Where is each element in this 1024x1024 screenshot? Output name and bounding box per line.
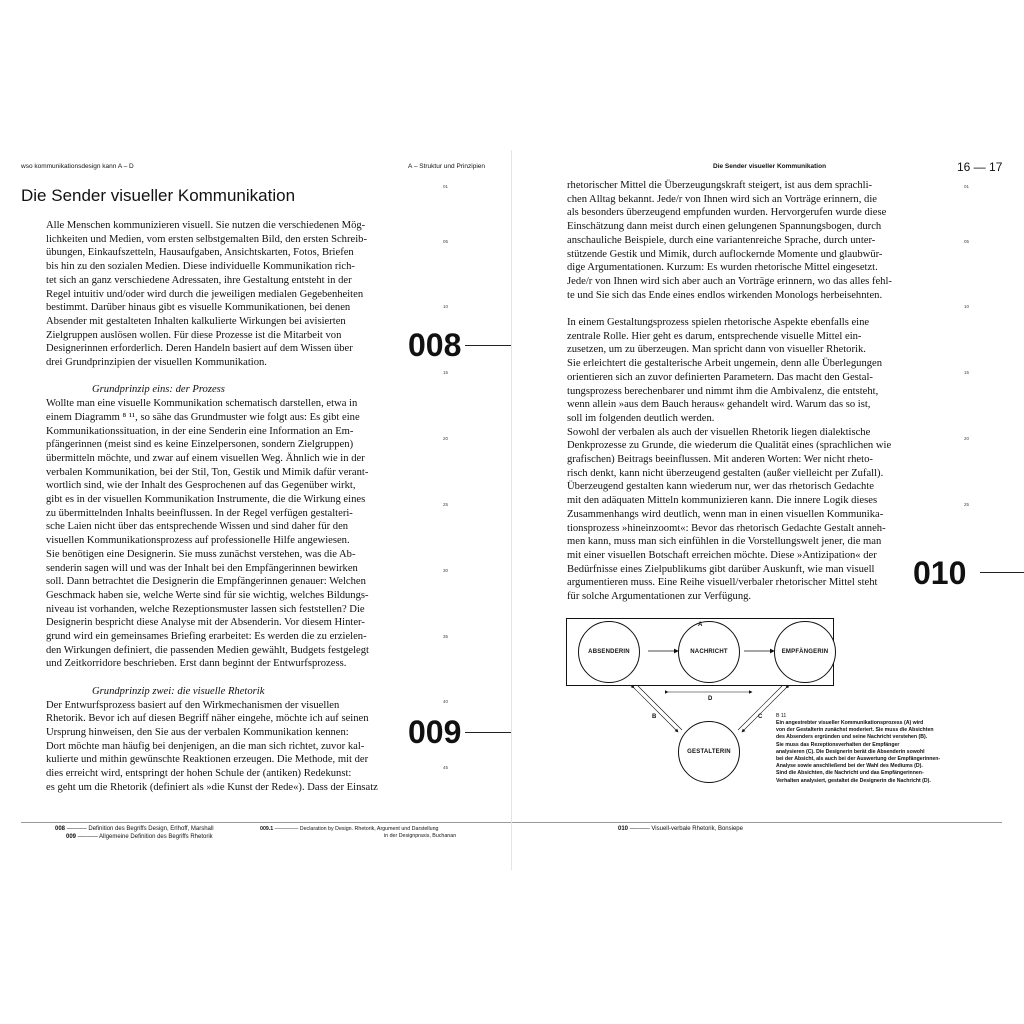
- line-number: 05: [443, 239, 449, 244]
- text-line: bis hin zu den sozialen Medien. Diese individuelle Kommunikation rich-: [46, 261, 355, 273]
- running-header-left: wso kommunikationsdesign kann A – D: [21, 163, 134, 170]
- text-line: senderin sagen will und was der Inhalt bei den Empfängerinnen bewirken: [46, 562, 358, 574]
- text-line: tionsprozess »hineinzoomt«: Bevor das rhetorisch Gedachte Gestalt anneh-: [567, 522, 886, 534]
- figure-reference: B 11: [776, 713, 787, 719]
- text-line: des Absenders ergründen und seine Nachricht verstehen (B).: [776, 734, 928, 741]
- text-line: wortlich sind, wie der Inhalt des Gesprochenen auf das Gegenüber wirkt,: [46, 480, 356, 492]
- figure-caption: [776, 720, 940, 785]
- text-line: drei Grundprinzipien der visuellen Kommunikation.: [46, 357, 267, 369]
- text-line: Wollte man eine visuelle Kommunikation schematisch darstellen, etwa in: [46, 398, 358, 410]
- text-line: Sie erleichtert die gestalterische Arbeit ungemein, denn alle Überlegungen: [567, 358, 883, 370]
- page-numbers: 16 — 17: [957, 160, 1003, 174]
- footnote-number: 009.1: [260, 826, 274, 832]
- text-line: soll im folgenden deutlich werden.: [567, 412, 715, 424]
- text-line: Zielgruppen auslösen wollen. Für diese Prozesse ist die Mitarbeit von: [46, 329, 342, 341]
- text-line: risch denkt, kann nicht überzeugend gestalten (außer vielleicht per Zufall).: [567, 467, 884, 479]
- reference-line-009: [465, 732, 512, 733]
- text-line: Rhetorik. Bevor ich auf diesen Begriff näher eingehe, möchte ich auf seinen: [46, 713, 369, 725]
- footnote-divider: [21, 822, 511, 823]
- text-line: zu übermittelnden Inhalts beeinflussen. In der Regel verfügen gestalteri-: [46, 507, 353, 519]
- text-line: den Wirkungen definiert, die passenden Medien gewählt, Budgets festgelegt: [46, 644, 369, 656]
- subheading-rhetoric: Grundprinzip zwei: die visuelle Rhetorik: [92, 685, 265, 697]
- text-line: men kann, muss man sich einfühlen in die Vorstellungswelt jener, die man: [567, 536, 882, 548]
- node-receiver: EMPFÄNGERIN: [774, 621, 836, 683]
- line-number: 30: [443, 568, 449, 573]
- text-line: tungsprozess berechenbarer und nimmt ihm die Ambivalenz, die entsteht,: [567, 385, 879, 397]
- text-line: Dort möchte man häufig bei denjenigen, an die man sich richtet, zuvor kal-: [46, 740, 365, 752]
- line-number: 25: [443, 502, 449, 507]
- text-line: es geht um die Rhetorik (definiert als »die Kunst der Rede«). Dass der Einsatz: [46, 781, 378, 793]
- paragraph-intro: [46, 219, 378, 370]
- line-number: 01: [964, 184, 970, 189]
- footnote-text: –––––– Definition des Begriffs Design, Erlhoff, Marshall: [66, 826, 214, 832]
- footnote-009-1-continued: in der Designpraxis, Buchanan: [384, 833, 457, 839]
- text-line: Bedürfnisse eines Zielpublikums gibt darüber Auskunft, wie man visuell: [567, 563, 875, 575]
- text-line: Verhalten analysiert, gestaltet die Designerin die Nachricht (D).: [776, 777, 931, 784]
- footnote-number: 009: [66, 834, 77, 840]
- text-line: argumentieren muss. Eine Reihe visuell/verbaler rhetorischer Mittel steht: [567, 577, 878, 589]
- line-number: 25: [964, 502, 970, 507]
- text-line: analysieren (C). Die Designerin berät die Absenderin sowohl: [776, 748, 925, 755]
- text-line: Jede/r von Ihnen wird sich aber auch an Vorträge erinnern, wo das alles fehl-: [567, 275, 892, 287]
- line-number: 05: [964, 239, 970, 244]
- text-line: dies erreicht wird, entspringt der hohen Schule der (antiken) Redekunst:: [46, 768, 352, 780]
- footnote-009: [66, 834, 213, 840]
- footnote-008: [55, 826, 214, 832]
- reference-line-010: [980, 572, 1024, 573]
- text-line: Denkprozesse zu Grunde, die wiederum die Qualität eines (sprachlichen wie: [567, 440, 892, 452]
- text-line: Einschätzung dann meist durch einen gelungenen Spannungsbogen, durch: [567, 221, 882, 233]
- paragraph-rhetoric: [46, 699, 378, 795]
- footnote-010: [618, 826, 743, 832]
- text-line: anschauliche Beispiele, durch eine variantenreiche Sprache, durch unter-: [567, 234, 876, 246]
- text-line: für solche Argumentationen zur Verfügung.: [567, 591, 752, 603]
- text-line: bestimmt. Darüber hinaus gibt es visuelle Kommunikationen, bei denen: [46, 302, 351, 314]
- label-b: B: [652, 714, 657, 720]
- text-line: wenn allein »aus dem Bauch heraus« gehandelt wird. Warum das so ist,: [567, 399, 871, 411]
- running-header-chapter: Die Sender visueller Kommunikation: [713, 163, 827, 170]
- text-line: gibt es in der visuellen Kommunikation Instrumente, die die Wirkung eines: [46, 494, 366, 506]
- line-number: 35: [443, 634, 449, 639]
- text-line: kulierte und mithin gewünschte Reaktionen erzeugen. Die Methode, mit der: [46, 754, 369, 766]
- text-line: Designerin bespricht diese Analyse mit der Absenderin. Vor diesem Hinter-: [46, 617, 365, 629]
- left-body-text: [46, 219, 378, 795]
- text-line: übermitteln möchte, und zwar auf einem visuellen Weg. Ähnlich wie in der: [46, 452, 365, 464]
- line-number: 15: [964, 370, 970, 375]
- text-line: einem Diagramm ⁸ ¹¹, so sähe das Grundmuster wie folgt aus: Es gibt eine: [46, 411, 360, 423]
- subheading-process: Grundprinzip eins: der Prozess: [92, 384, 225, 396]
- text-line: visuellen Kommunikationsprozess auf professionelle Hilfe angewiesen.: [46, 535, 350, 547]
- node-message: NACHRICHT: [678, 621, 740, 683]
- line-number: 20: [443, 436, 449, 441]
- page-title: Die Sender visueller Kommunikation: [21, 186, 296, 205]
- reference-line-008: [465, 345, 512, 346]
- text-line: pfängerinnen (meist sind es keine Einzelpersonen, sondern Zielgruppen): [46, 439, 354, 451]
- label-d: D: [708, 696, 713, 702]
- text-line: grafischen) Beitrags beeinflussen. Mit anderen Worten: Wer nicht rheto-: [567, 454, 873, 466]
- reference-marker-010-clip: [913, 555, 981, 591]
- footnote-number: 008: [55, 826, 66, 832]
- right-page: [512, 0, 1024, 1024]
- text-line: verbalen Kommunikation, bei der Stil, Ton, Gestik und Mimik dafür verant-: [46, 466, 369, 478]
- line-number: 20: [964, 436, 970, 441]
- footnote-text: –––––––– Declaration by Design. Rhetorik, Argument und Darstellung: [274, 826, 439, 832]
- text-line: Sie benötigen eine Designerin. Sie muss zunächst verstehen, was die Ab-: [46, 548, 356, 560]
- line-number: 10: [443, 304, 449, 309]
- text-line: In einem Gestaltungsprozess spielen rhetorische Aspekte ebenfalls eine: [567, 317, 870, 329]
- node-sender: ABSENDERIN: [578, 621, 640, 683]
- text-line: rhetorischer Mittel die Überzeugungskraft steigert, ist aus dem sprachli-: [567, 180, 873, 191]
- text-line: und Zeitkorridore beschrieben. Erst dann beginnt der Entwurfsprozess.: [46, 658, 347, 670]
- label-c: C: [758, 714, 763, 720]
- text-line: Kommunikationssituation, in der eine Senderin eine Information an Em-: [46, 425, 354, 437]
- text-line: dige Argumentationen. Kurzum: Es wurden rhetorische Mittel eingesetzt.: [567, 262, 878, 274]
- reference-marker-008: 008: [408, 327, 462, 363]
- line-number: 01: [443, 184, 449, 189]
- text-line: te und Sie sich das Ende eines endlos wirkenden Monologs herbeisehnten.: [567, 289, 883, 301]
- text-line: übungen, Einkaufszetteln, Hausaufgaben, Ansichtskarten, Fotos, Briefen: [46, 247, 354, 259]
- text-line: Überzeugend gestalten kann wiederum nur, wer das rhetorisch Gedachte: [567, 481, 874, 493]
- text-line: Sind die Absichten, die Nachricht und das Empfängerinnen-: [776, 770, 924, 777]
- text-line: Analyse sowie anschließend bei der Wahl des Mediums (D).: [776, 763, 923, 770]
- text-line: soll. Dann betrachtet die Designerin die Empfängerinnen genauer: Welchen: [46, 576, 366, 588]
- footnote-divider: [512, 822, 1002, 823]
- text-line: lichkeiten und Medien, vom ersten selbstgemalten Bild, den ersten Schreib-: [46, 233, 367, 245]
- footnote-text: –––––– Visuell-verbale Rhetorik, Bonsiepe: [629, 826, 743, 832]
- line-number: 15: [443, 370, 449, 375]
- reference-marker-009: 009: [408, 714, 462, 750]
- text-line: Sowohl der verbalen als auch der visuellen Rhetorik liegen dialektische: [567, 426, 871, 438]
- text-line: mit den adäquaten Mitteln kommunizieren kann. Die innere Logik dieses: [567, 495, 878, 507]
- text-line: Regel intuitiv und/oder wird durch die jeweiligen medialen Gegebenheiten: [46, 288, 364, 300]
- label-a: A: [698, 622, 703, 628]
- text-line: Ein angestrebter visueller Kommunikationsprozess (A) wird: [776, 720, 924, 726]
- footnote-009-1: [260, 826, 438, 832]
- line-number: 40: [443, 699, 449, 704]
- text-line: orientieren sich an zuvor definierten Parametern. Das macht den Gestal-: [567, 371, 873, 383]
- text-line: sche Laien nicht über das entsprechende Wissen und sind daher für den: [46, 521, 349, 533]
- text-line: Alle Menschen kommunizieren visuell. Sie nutzen die verschiedenen Mög-: [46, 220, 366, 231]
- paragraph-visual-rhetoric: [567, 316, 892, 604]
- text-line: bei der Absicht, als auch bei der Auswertung der Empfängerinnen-: [776, 756, 941, 763]
- text-line: Designerinnen erforderlich. Deren Handeln basiert auf dem Wissen über: [46, 343, 353, 355]
- right-body-text: [567, 179, 892, 604]
- paragraph-process: [46, 397, 378, 671]
- text-line: niveau ist vorhanden, welche Rezeptionsmuster lassen sich feststellen? Die: [46, 603, 365, 615]
- text-line: chen Alltag bekannt. Jede/r von Ihnen wird sich an Vorträge erinnern, die: [567, 193, 877, 205]
- text-line: von der Gestalterin zunächst moderiert. Sie muss die Absichten: [776, 727, 934, 734]
- line-number: 10: [964, 304, 970, 309]
- text-line: Zusammenhangs wird deutlich, wenn man in einen visuellen Kommunika-: [567, 508, 884, 520]
- text-line: mit einer visuellen Botschaft erreichen möchte. Diese »Antizipation« der: [567, 549, 877, 561]
- footnote-number: 010: [618, 826, 629, 832]
- node-designer: GESTALTERIN: [678, 721, 740, 783]
- text-line: Absender mit gestalteten Inhalten kalkulierte Wirkungen bei avisierten: [46, 315, 346, 327]
- arrow-b-line-1: [634, 688, 678, 732]
- text-line: als besonders überzeugend empfunden wurden. Hervorgerufen wurde diese: [567, 207, 887, 219]
- paragraph-rhetoric-continued: [567, 179, 892, 302]
- reference-marker-010: 010: [913, 555, 967, 591]
- text-line: Geschmack haben sie, welche Werte sind für sie wichtig, welches Bildungs-: [46, 589, 369, 601]
- footnote-text: –––––– Allgemeine Definition des Begriffs Rhetorik: [77, 834, 213, 840]
- text-line: Sie muss das Rezeptionsverhalten der Empfänger: [776, 741, 900, 748]
- text-line: Der Entwurfsprozess basiert auf den Wirkmechanismen der visuellen: [46, 699, 340, 711]
- line-number: 45: [443, 765, 449, 770]
- text-line: stützende Gestik und Mimik, durch auflockernde Momente und glaubwür-: [567, 248, 883, 260]
- running-header-section: A – Struktur und Prinzipien: [408, 163, 485, 170]
- text-line: Ursprung hinweisen, den Sie aus der verbalen Kommunikation kennen:: [46, 726, 349, 738]
- arrow-b-line-2: [638, 686, 682, 730]
- text-line: grund wird ein gemeinsames Briefing erarbeitet: Es werden die zu erzielen-: [46, 631, 367, 643]
- text-line: tet sich an ganz verschiedene Adressaten, ihre Gestaltung entsteht in der: [46, 274, 352, 286]
- text-line: zentrale Rolle. Hier geht es darum, entsprechende visuelle Mittel ein-: [567, 330, 862, 342]
- text-line: zusetzen, um zu überzeugen. Man spricht dann von visueller Rhetorik.: [567, 344, 866, 356]
